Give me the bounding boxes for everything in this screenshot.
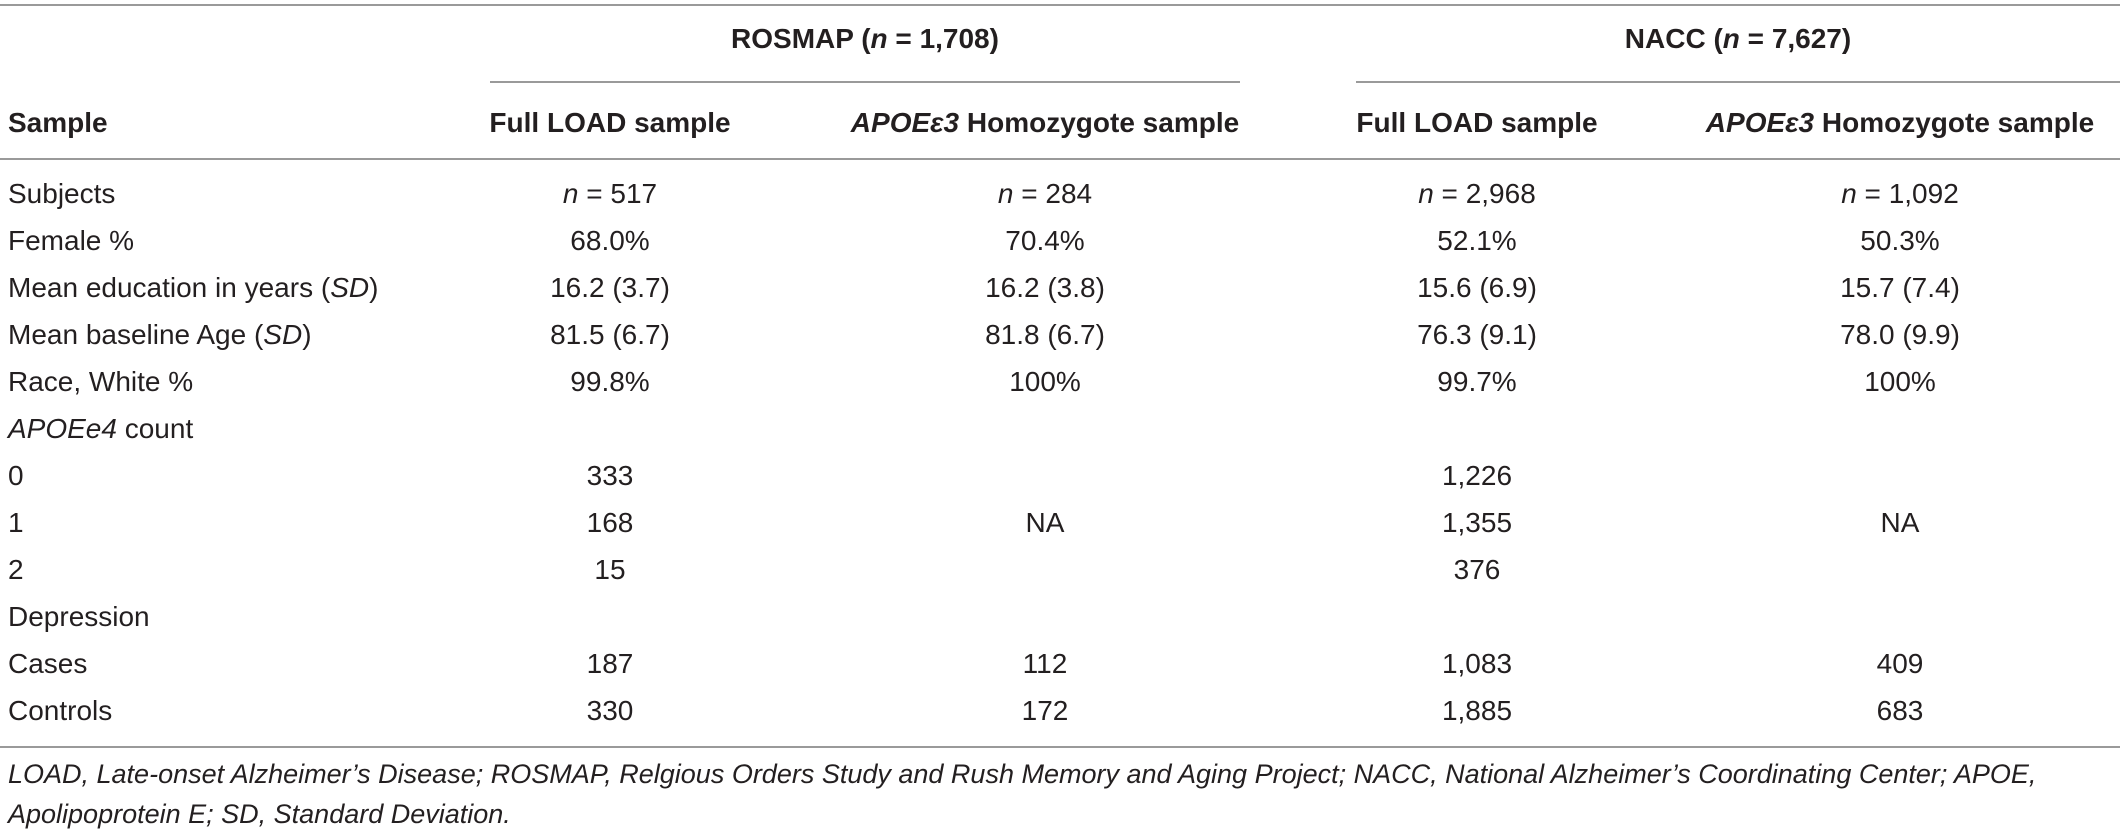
table-cell: 52.1%: [1437, 225, 1517, 256]
table-cell: 1,885: [1441, 695, 1513, 726]
row-label: Female %: [8, 225, 135, 256]
table-cell: 409: [1876, 648, 1924, 679]
column-header-rosmap-apoe: APOEε3 Homozygote sample: [850, 107, 1240, 138]
table-cell: n = 1,092: [1841, 178, 1959, 209]
header-rule: [0, 158, 2120, 160]
row-section-label: Depression: [8, 601, 150, 632]
table-cell: 50.3%: [1860, 225, 1940, 256]
table-cell: 100%: [1864, 366, 1936, 397]
table-cell: n = 2,968: [1418, 178, 1536, 209]
column-header-sample: Sample: [8, 107, 108, 138]
table-cell: 16.2 (3.7): [550, 272, 670, 303]
group-underline-nacc: [1356, 81, 2120, 83]
table-cell: 1,083: [1441, 648, 1513, 679]
table-cell: 187: [586, 648, 634, 679]
table-cell: 172: [1021, 695, 1069, 726]
bottom-rule: [0, 746, 2120, 748]
table-cell: 15: [594, 554, 626, 585]
table-cell: 68.0%: [570, 225, 650, 256]
column-header-nacc-apoe: APOEε3 Homozygote sample: [1705, 107, 2095, 138]
row-section-label: APOEe4 count: [8, 413, 194, 444]
row-label: Controls: [8, 695, 113, 726]
table-cell: NA: [1880, 507, 1920, 538]
table-cell: 16.2 (3.8): [985, 272, 1105, 303]
column-header-nacc-full: Full LOAD sample: [1356, 107, 1598, 138]
table-cell: 100%: [1009, 366, 1081, 397]
table-cell: n = 284: [997, 178, 1093, 209]
table-cell: 112: [1022, 648, 1068, 679]
table-cell: 15.7 (7.4): [1840, 272, 1960, 303]
table-cell: 81.5 (6.7): [550, 319, 670, 350]
table-cell: 333: [586, 460, 634, 491]
table-cell: 70.4%: [1005, 225, 1085, 256]
table-cell: 81.8 (6.7): [985, 319, 1105, 350]
row-label: 2: [8, 554, 24, 585]
table-cell: 99.7%: [1437, 366, 1517, 397]
table-cell: 76.3 (9.1): [1417, 319, 1537, 350]
table-cell: 1,226: [1441, 460, 1513, 491]
table-cell: 99.8%: [570, 366, 650, 397]
table-cell: 376: [1453, 554, 1501, 585]
row-label: Cases: [8, 648, 88, 679]
column-header-rosmap-full: Full LOAD sample: [489, 107, 731, 138]
row-label: 0: [8, 460, 24, 491]
table-cell: 330: [586, 695, 634, 726]
table-cell: NA: [1025, 507, 1065, 538]
group-header-rosmap: ROSMAP (n = 1,708): [731, 23, 999, 54]
table-cell: 78.0 (9.9): [1840, 319, 1960, 350]
top-rule: [0, 4, 2120, 6]
row-label: 1: [8, 507, 24, 538]
group-header-nacc: NACC (n = 7,627): [1624, 23, 1852, 54]
group-underline-rosmap: [490, 81, 1240, 83]
row-label: Subjects: [8, 178, 116, 209]
table-cell: 15.6 (6.9): [1417, 272, 1537, 303]
table-cell: 683: [1876, 695, 1924, 726]
table-footnote: LOAD, Late-onset Alzheimer’s Disease; ROSMAP, Relgious Orders Study and Rush Memory and Aging Project; NACC, National Alzheimer’s Coordinating Center; APOE, Apolipoprotein E; SD, Standard Deviation.: [8, 759, 2037, 829]
table-cell: 168: [586, 507, 634, 538]
row-label: Race, White %: [8, 366, 194, 397]
row-label: Mean baseline Age (SD): [8, 319, 312, 350]
row-label: Mean education in years (SD): [8, 272, 379, 303]
table-cell: 1,355: [1441, 507, 1513, 538]
table-cell: n = 517: [562, 178, 658, 209]
